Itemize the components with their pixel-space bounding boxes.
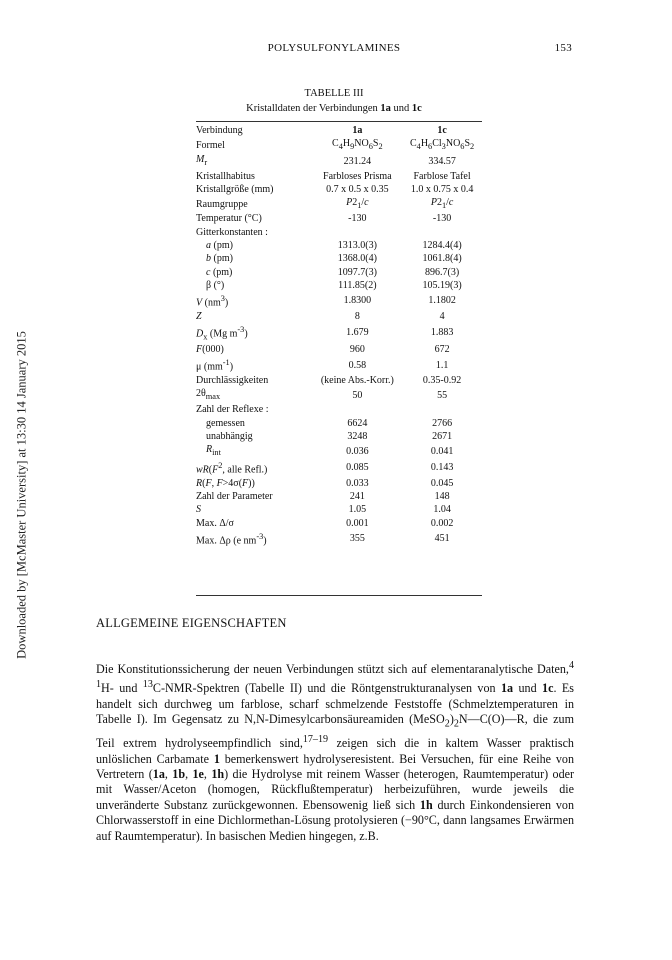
running-header bbox=[96, 42, 572, 58]
value-1a: 8 bbox=[354, 310, 360, 322]
row-label: Gitterkonstanten : bbox=[196, 226, 268, 238]
row-label: c (pm) bbox=[206, 266, 233, 278]
value-1a: 0.033 bbox=[346, 477, 369, 489]
value-1a: 6624 bbox=[347, 417, 368, 429]
table-row bbox=[196, 374, 482, 387]
value-1c: 672 bbox=[434, 344, 450, 356]
value-1c: 148 bbox=[434, 490, 450, 502]
value-1a: 1.05 bbox=[348, 504, 367, 516]
value-1c: 2671 bbox=[432, 430, 453, 442]
table-row bbox=[196, 265, 482, 278]
row-label: Kristallgröße (mm) bbox=[196, 183, 274, 195]
value-1a: $C_4H_9NO_6S_2$ bbox=[332, 138, 383, 152]
row-label: b (pm) bbox=[206, 253, 233, 265]
caption-text: und bbox=[390, 103, 412, 114]
value-1c: $C_4H_6Cl_3NO_6S_2$ bbox=[409, 138, 475, 152]
value-1a: -130 bbox=[348, 213, 367, 225]
table-bottom-rule bbox=[196, 595, 482, 596]
value-1a bbox=[313, 225, 403, 238]
table-top-rule bbox=[196, 121, 482, 122]
table-row bbox=[196, 356, 482, 373]
value-1a: 355 bbox=[349, 533, 365, 544]
table-row bbox=[196, 153, 482, 169]
table-row bbox=[196, 279, 482, 292]
table-row bbox=[196, 459, 482, 476]
value-1c bbox=[402, 225, 482, 238]
body-paragraph: Die Konstitutionssicherung der neuen Verbindungen stützt sich auf elementaranalytische Daten,$^4$ $^1$H- und $^{13}$C-NMR-Spektren (Tabelle II) und die Röntgenstrukturanalysen von 1a und 1c. Es handelt sich durchweg um farblose, scharf schmelzende Feststoffe (Schmelztemperaturen in Tabelle I). Im Gegensatz zu N,N-Dimesylcarbonsäureamiden $(MeSO_2)_2N—C(O)—R$, die zum Teil extrem hydrolyseempfindlich sind,$^{17-19}$ zeigen sich die in kaltem Wasser praktisch unlöslichen Carbamate 1 bemerkenswert hydrolyseresistent. Bei Versuchen, für eine Reihe von Vertretern (1a, 1b, 1e, 1h) die Hydrolyse mit reinem Wasser (heterogen, Raumtemperatur) oder mit Wasser/Aceton (homogen, Rückflußtemperatur) herbeizuführen, wurde jeweils die unveränderte Substanz zurückgewonnen. Ebensowenig ließ sich 1h durch Einkondensieren von Chlorwasserstoff in eine Dichlormethan-Lösung protolysieren (−90°C, dann langsames Erwärmen auf Raumtemperatur). In basischen Medien hingegen, z.B. bbox=[96, 660, 575, 843]
value-1a: 241 bbox=[349, 490, 365, 502]
row-label: $R_{int}$ bbox=[206, 444, 221, 458]
row-label: V $(nm^3)$ bbox=[196, 294, 229, 309]
table-row bbox=[196, 196, 482, 212]
row-label: Formel bbox=[196, 139, 225, 151]
row-label: F(000) bbox=[196, 344, 224, 356]
table-row bbox=[196, 416, 482, 429]
table-row bbox=[196, 343, 482, 356]
section-heading: ALLGEMEINE EIGENSCHAFTEN bbox=[96, 616, 287, 630]
value-1a: 1368.0(4) bbox=[337, 253, 377, 265]
value-1c: 1.883 bbox=[430, 327, 454, 339]
value-1c: 105.19(3) bbox=[422, 279, 462, 291]
row-label: Z bbox=[196, 310, 202, 322]
value-1a: 111.85(2) bbox=[338, 279, 377, 291]
table-row bbox=[196, 169, 482, 182]
running-title: POLYSULFONYLAMINES bbox=[267, 42, 401, 54]
table-row bbox=[196, 387, 482, 403]
table-caption bbox=[96, 103, 572, 114]
column-header-1c: 1c bbox=[437, 125, 447, 137]
value-1c: 334.57 bbox=[428, 155, 456, 167]
caption-text: Kristalldaten der Verbindungen bbox=[246, 103, 381, 114]
value-1a: 0.58 bbox=[348, 359, 367, 371]
value-1a: 1.8300 bbox=[343, 295, 372, 307]
crystal-data-table-body bbox=[196, 124, 482, 547]
caption-compound-1c: 1c bbox=[411, 103, 422, 114]
value-1a: Farbloses Prisma bbox=[323, 170, 392, 182]
value-1c: 4 bbox=[439, 310, 445, 322]
value-1c: 1.1 bbox=[435, 359, 449, 371]
row-label: R(F, F>4σ(F)) bbox=[196, 477, 255, 489]
value-1a: 0.7 x 0.5 x 0.35 bbox=[326, 183, 389, 195]
value-1a: (keine Abs.-Korr.) bbox=[320, 374, 394, 386]
value-1c: 1061.8(4) bbox=[422, 253, 462, 265]
table-row bbox=[196, 292, 482, 309]
row-label: Max. Δ/σ bbox=[196, 517, 234, 529]
row-label: S bbox=[196, 504, 201, 516]
value-1c: 451 bbox=[434, 533, 450, 544]
value-1c: 2766 bbox=[432, 417, 453, 429]
row-label: $wR(F^2$, alle Refl.) bbox=[196, 461, 268, 476]
value-1c: Farblose Tafel bbox=[413, 170, 471, 182]
value-1a: 0.085 bbox=[346, 462, 369, 474]
row-label: $D_x$ (Mg $m^{-3}$) bbox=[196, 324, 248, 342]
table-row bbox=[196, 530, 482, 547]
value-1a: 960 bbox=[349, 344, 365, 356]
table-row bbox=[196, 503, 482, 516]
value-1c: 1284.4(4) bbox=[422, 239, 462, 251]
row-label: $2\theta_{max}$ bbox=[196, 388, 221, 402]
table-row bbox=[196, 225, 482, 238]
table-row bbox=[196, 183, 482, 196]
value-1c: 55 bbox=[437, 389, 448, 401]
value-1a: 1.679 bbox=[346, 327, 369, 339]
crystal-data-table bbox=[196, 124, 482, 547]
table-header-row bbox=[196, 124, 482, 137]
row-label: Durchlässigkeiten bbox=[196, 374, 269, 386]
value-1a: 0.001 bbox=[346, 517, 369, 529]
value-1a: $P2_1/c$ bbox=[346, 197, 369, 211]
value-1a: 3248 bbox=[347, 430, 368, 442]
value-1c: 0.143 bbox=[430, 462, 454, 474]
row-label: unabhängig bbox=[206, 430, 253, 442]
table-row bbox=[196, 252, 482, 265]
value-1c: 0.002 bbox=[430, 517, 454, 529]
row-label: Max. Δρ (e $nm^{-3}$) bbox=[196, 531, 267, 547]
value-1c: 0.045 bbox=[430, 477, 454, 489]
table-row bbox=[196, 309, 482, 322]
table-row bbox=[196, 443, 482, 459]
value-1c: 1.1802 bbox=[428, 295, 456, 307]
row-label: Raumgruppe bbox=[196, 198, 248, 210]
caption-compound-1a: 1a bbox=[380, 103, 391, 114]
value-1c: 896.7(3) bbox=[425, 266, 460, 278]
value-1c: $P2_1/c$ bbox=[430, 197, 454, 211]
row-label: β (°) bbox=[206, 279, 225, 291]
table-row bbox=[196, 323, 482, 343]
row-label: Kristallhabitus bbox=[196, 170, 255, 182]
value-1c bbox=[402, 403, 482, 416]
row-label: Temperatur (°C) bbox=[196, 213, 262, 225]
value-1c: 1.0 x 0.75 x 0.4 bbox=[410, 183, 474, 195]
value-1a: 0.036 bbox=[346, 445, 369, 457]
table-row bbox=[196, 476, 482, 489]
table-row bbox=[196, 212, 482, 225]
row-label: $M_r$ bbox=[196, 154, 208, 168]
value-1c: -130 bbox=[432, 213, 452, 225]
value-1a: 1097.7(3) bbox=[337, 266, 377, 278]
page-number: 153 bbox=[554, 42, 572, 54]
value-1a bbox=[313, 403, 403, 416]
value-1c: 1.04 bbox=[433, 504, 451, 516]
table-label: TABELLE III bbox=[304, 88, 364, 99]
row-label: μ $(mm^{-1})$ bbox=[196, 358, 234, 373]
value-1a: 231.24 bbox=[343, 155, 372, 167]
table-row bbox=[196, 490, 482, 503]
value-1c: 0.041 bbox=[430, 445, 454, 457]
watermark-text: Downloaded by [McMaster University] at 13:30 14 January 2015 bbox=[14, 331, 29, 659]
row-label: Zahl der Parameter bbox=[196, 490, 273, 502]
table-row bbox=[196, 430, 482, 443]
row-label: a (pm) bbox=[206, 239, 233, 251]
row-label: Zahl der Reflexe : bbox=[196, 404, 269, 416]
table-row bbox=[196, 403, 482, 416]
value-1a: 50 bbox=[352, 389, 363, 401]
table-row bbox=[196, 137, 482, 153]
value-1c: 0.35-0.92 bbox=[422, 374, 462, 386]
table-row bbox=[196, 239, 482, 252]
table-row bbox=[196, 517, 482, 530]
column-header-1a: 1a bbox=[352, 125, 363, 137]
row-label: gemessen bbox=[206, 417, 245, 429]
value-1a: 1313.0(3) bbox=[337, 239, 377, 251]
column-header-label: Verbindung bbox=[196, 125, 243, 137]
download-watermark bbox=[12, 300, 32, 690]
